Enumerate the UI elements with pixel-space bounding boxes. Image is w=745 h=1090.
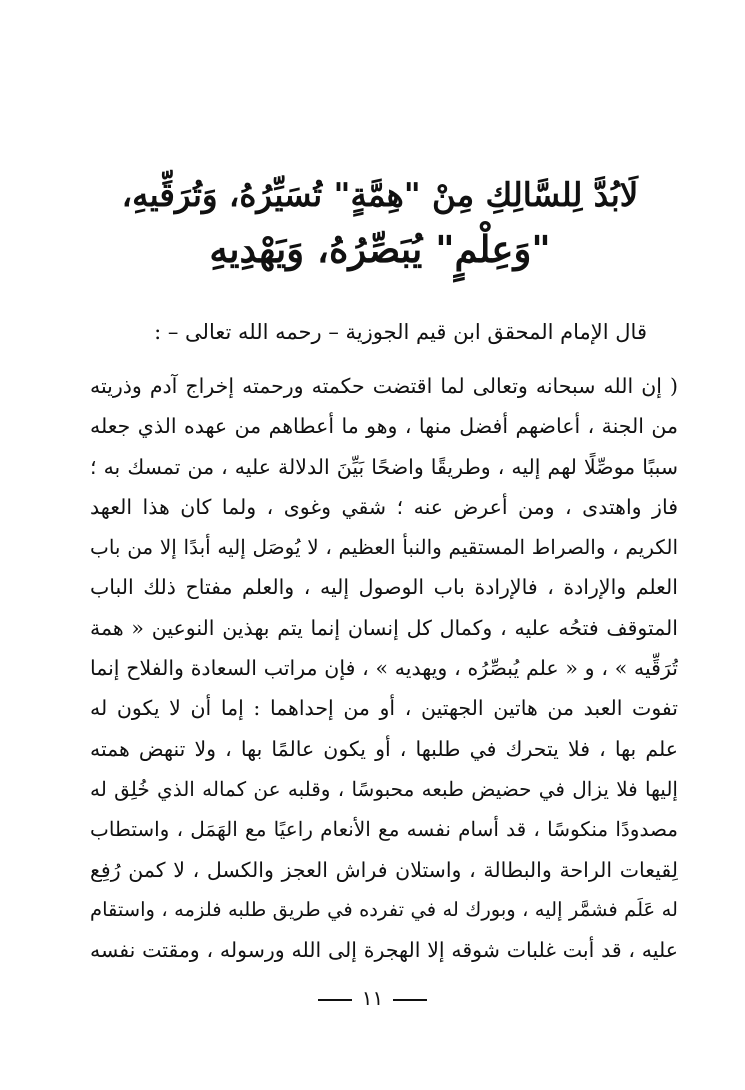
attribution-line: قال الإمام المحقق ابن قيم الجوزية – رحمه الله تعالى – :	[154, 320, 647, 344]
chapter-title-line-1: لَابُدَّ لِلسَّالِكِ مِنْ "هِمَّةٍ" تُسَيِّرُهُ، وَتُرَقِّيهِ،	[121, 175, 639, 214]
body-line: الكريم ، والصراط المستقيم والنبأ العظيم ، لا يُوصَل إليه أبدًا إلا من باب	[90, 535, 678, 560]
body-line: ( إن الله سبحانه وتعالى لما اقتضت حكمته ورحمته إخراج آدم وذريته	[90, 374, 678, 398]
dash-left	[318, 999, 352, 1001]
page-number: ١١	[361, 986, 384, 1010]
body-line: إليها فلا يزال في حضيض طبعه محبوسًا ، وقلبه عن كماله الذي خُلِق له	[90, 776, 678, 801]
body-paragraph	[90, 366, 678, 970]
chapter-title-line-2: "وَعِلْمٍ" يُبَصِّرُهُ، وَيَهْدِيهِ	[209, 227, 551, 271]
dash-right	[393, 999, 427, 1001]
body-line: العلم والإرادة ، فالإرادة باب الوصول إليه ، والعلم مفتاح ذلك الباب	[90, 575, 678, 600]
body-line: مصدودًا منكوسًا ، قد أسام نفسه مع الأنعام راعيًا مع الهَمَل ، واستطاب	[90, 817, 678, 842]
body-line: من الجنة ، أعاضهم أفضل منها ، وهو ما أعطاهم من عهده الذي جعله	[90, 414, 678, 439]
body-line: تُرَقِّيه » ، و « علم يُبصِّرُه ، ويهديه » ، فإن مراتب السعادة والفلاح إنما	[90, 656, 678, 681]
body-line: لِقيعات الراحة والبطالة ، واستلان فراش العجز والكسل ، لا كمن رُفِع	[90, 857, 678, 882]
chapter-title	[120, 168, 640, 276]
body-line: تفوت العبد من هاتين الجهتين ، أو من إحداهما : إما أن لا يكون له	[90, 696, 678, 721]
body-line: له عَلَم فشمَّر إليه ، وبورك له في تفرده في طريق طلبه فلزمه ، واستقام	[90, 897, 678, 921]
body-line: سببًا موصِّلًا لهم إليه ، وطريقًا واضحًا بَيِّنَ الدلالة عليه ، من تمسك به ؛	[90, 454, 678, 479]
page-number-footer	[0, 978, 745, 1018]
body-line: فاز واهتدى ، ومن أعرض عنه ؛ شقي وغوى ، ولما كان هذا العهد	[90, 494, 678, 519]
body-line: عليه ، قد أبت غلبات شوقه إلا الهجرة إلى الله ورسوله ، ومقتت نفسه	[90, 938, 678, 963]
body-line: المتوقف فتحُه عليه ، وكمال كل إنسان إنما يتم بهذين النوعين « همة	[90, 615, 678, 640]
body-line: علم بها ، فلا يتحرك في طلبها ، أو يكون عالمًا بها ، ولا تنهض همته	[90, 736, 678, 761]
